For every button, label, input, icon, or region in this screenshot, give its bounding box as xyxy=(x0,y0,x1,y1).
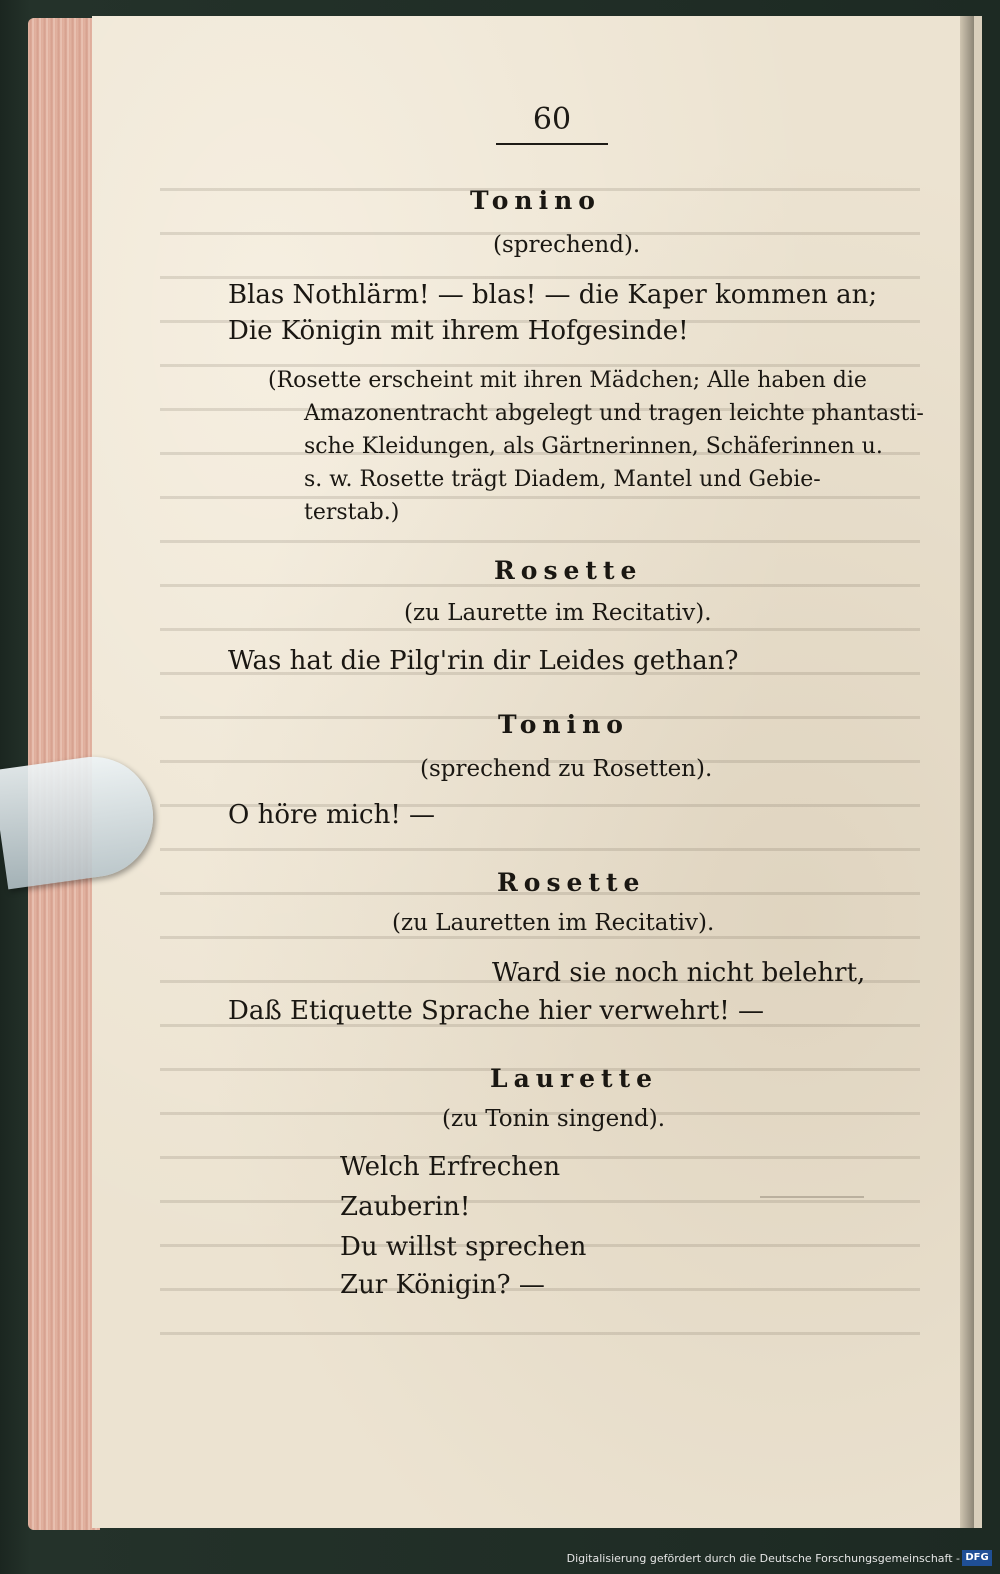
speaker-name: Tonino xyxy=(498,710,629,739)
speaker-name: Laurette xyxy=(490,1064,659,1093)
speaker-name: Rosette xyxy=(494,556,643,585)
stage-direction: (zu Laurette im Recitativ). xyxy=(404,600,712,626)
book-gutter xyxy=(960,16,974,1528)
verse-line: Zauberin! xyxy=(340,1192,471,1222)
speaker-name: Rosette xyxy=(497,868,646,897)
stage-direction: (zu Tonin singend). xyxy=(442,1106,666,1132)
stage-direction: sche Kleidungen, als Gärtnerinnen, Schäferinnen u. xyxy=(304,434,883,459)
verse-line: Welch Erfrechen xyxy=(340,1152,561,1182)
stage-direction: Amazonentracht abgelegt und tragen leichte phantasti- xyxy=(304,401,924,426)
verse-line: Daß Etiquette Sprache hier verwehrt! — xyxy=(228,996,765,1026)
dfg-logo: DFG xyxy=(962,1550,992,1566)
verse-line: Du willst sprechen xyxy=(340,1232,587,1262)
verse-line: Ward sie noch nicht belehrt, xyxy=(492,958,866,988)
verse-line: Die Königin mit ihrem Hofgesinde! xyxy=(228,316,689,346)
stage-direction: (sprechend zu Rosetten). xyxy=(420,756,713,782)
stage-direction: (sprechend). xyxy=(493,232,641,258)
verse-line: Blas Nothlärm! — blas! — die Kaper kommen an; xyxy=(228,280,878,310)
speaker-name: Tonino xyxy=(470,186,601,215)
stage-direction: (zu Lauretten im Recitativ). xyxy=(392,910,715,936)
page-number: 60 xyxy=(532,102,572,137)
page-number-rule xyxy=(496,143,608,145)
show-through-rule xyxy=(760,1196,864,1198)
stage-direction: (Rosette erscheint mit ihren Mädchen; Alle haben die xyxy=(268,368,867,393)
verse-line: Was hat die Pilg'rin dir Leides gethan? xyxy=(228,646,739,676)
stage-direction: s. w. Rosette trägt Diadem, Mantel und Gebie- xyxy=(304,467,821,492)
verse-line: O höre mich! — xyxy=(228,800,436,830)
stage-direction: terstab.) xyxy=(304,500,400,525)
verse-line: Zur Königin? — xyxy=(340,1270,545,1300)
digitization-credit: Digitalisierung gefördert durch die Deutsche Forschungsgemeinschaft - xyxy=(566,1552,960,1565)
